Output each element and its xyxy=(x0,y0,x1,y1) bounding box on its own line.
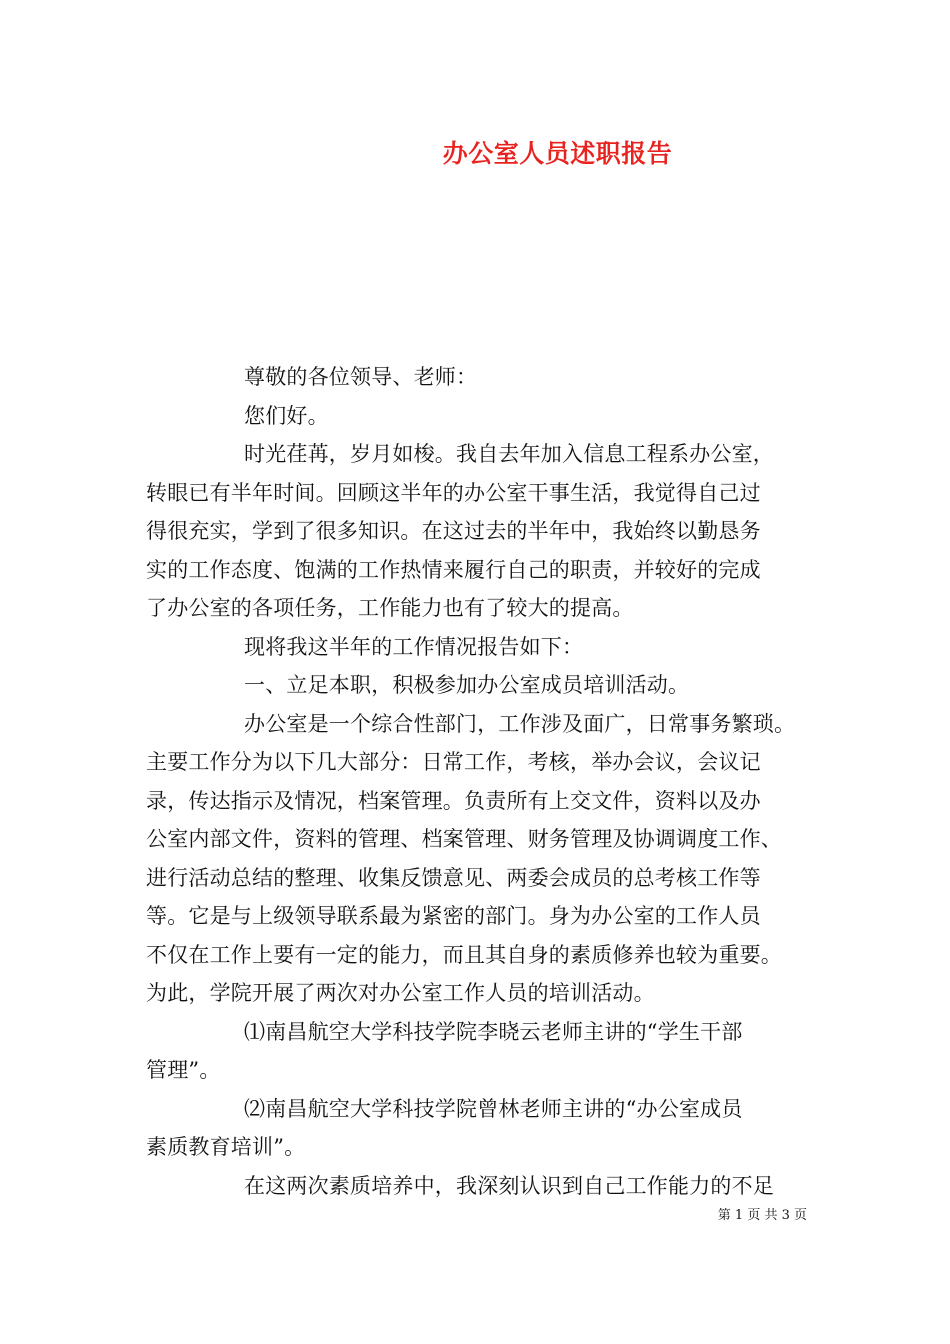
paragraph-line: 等。它是与上级领导联系最为紧密的部门。身为办公室的工作人员 xyxy=(146,904,761,928)
section-heading: 一、立足本职，积极参加办公室成员培训活动。 xyxy=(244,673,690,697)
paragraph-line: 转眼已有半年时间。回顾这半年的办公室干事生活，我觉得自己过 xyxy=(146,480,761,505)
paragraph-line: 进行活动总结的整理、收集反馈意见、两委会成员的总考核工作等 xyxy=(146,865,761,890)
paragraph-line: 实的工作态度、饱满的工作热情来履行自己的职责，并较好的完成 xyxy=(146,557,761,582)
paragraph-line: 了办公室的各项任务，工作能力也有了较大的提高。 xyxy=(146,596,634,620)
paragraph-line: 主要工作分为以下几大部分：日常工作，考核，举办会议，会议记 xyxy=(146,750,761,774)
salutation-line: 尊敬的各位领导、老师： xyxy=(244,365,478,389)
list-item-line: ⑴南昌航空大学科技学院李晓云老师主讲的“学生干部 xyxy=(244,1019,743,1044)
greeting-line: 您们好。 xyxy=(244,403,329,428)
paragraph-line: 在这两次素质培养中，我深刻认识到自己工作能力的不足 xyxy=(244,1173,774,1198)
document-body xyxy=(146,358,806,1205)
list-item-line: 管理”。 xyxy=(146,1058,221,1082)
paragraph-line: 现将我这半年的工作情况报告如下： xyxy=(244,634,584,659)
list-item-line: ⑵南昌航空大学科技学院曾林老师主讲的“办公室成员 xyxy=(244,1096,743,1121)
list-item-line: 素质教育培训”。 xyxy=(146,1135,306,1159)
paragraph-line: 不仅在工作上要有一定的能力，而且其自身的素质修养也较为重要。 xyxy=(146,942,782,967)
paragraph-line: 得很充实，学到了很多知识。在这过去的半年中，我始终以勤恳务 xyxy=(146,519,761,543)
page-number-footer: 第 1 页 共 3 页 xyxy=(717,1208,807,1223)
paragraph-line: 办公室是一个综合性部门，工作涉及面广，日常事务繁琐。 xyxy=(244,711,796,736)
document-title: 办公室人员述职报告 xyxy=(442,139,673,168)
paragraph-line: 时光荏苒，岁月如梭。我自去年加入信息工程系办公室， xyxy=(244,442,774,466)
paragraph-line: 公室内部文件，资料的管理、档案管理、财务管理及协调调度工作、 xyxy=(146,827,782,851)
paragraph-line: 录，传达指示及情况，档案管理。负责所有上交文件，资料以及办 xyxy=(146,788,761,813)
paragraph-line: 为此，学院开展了两次对办公室工作人员的培训活动。 xyxy=(146,981,655,1005)
